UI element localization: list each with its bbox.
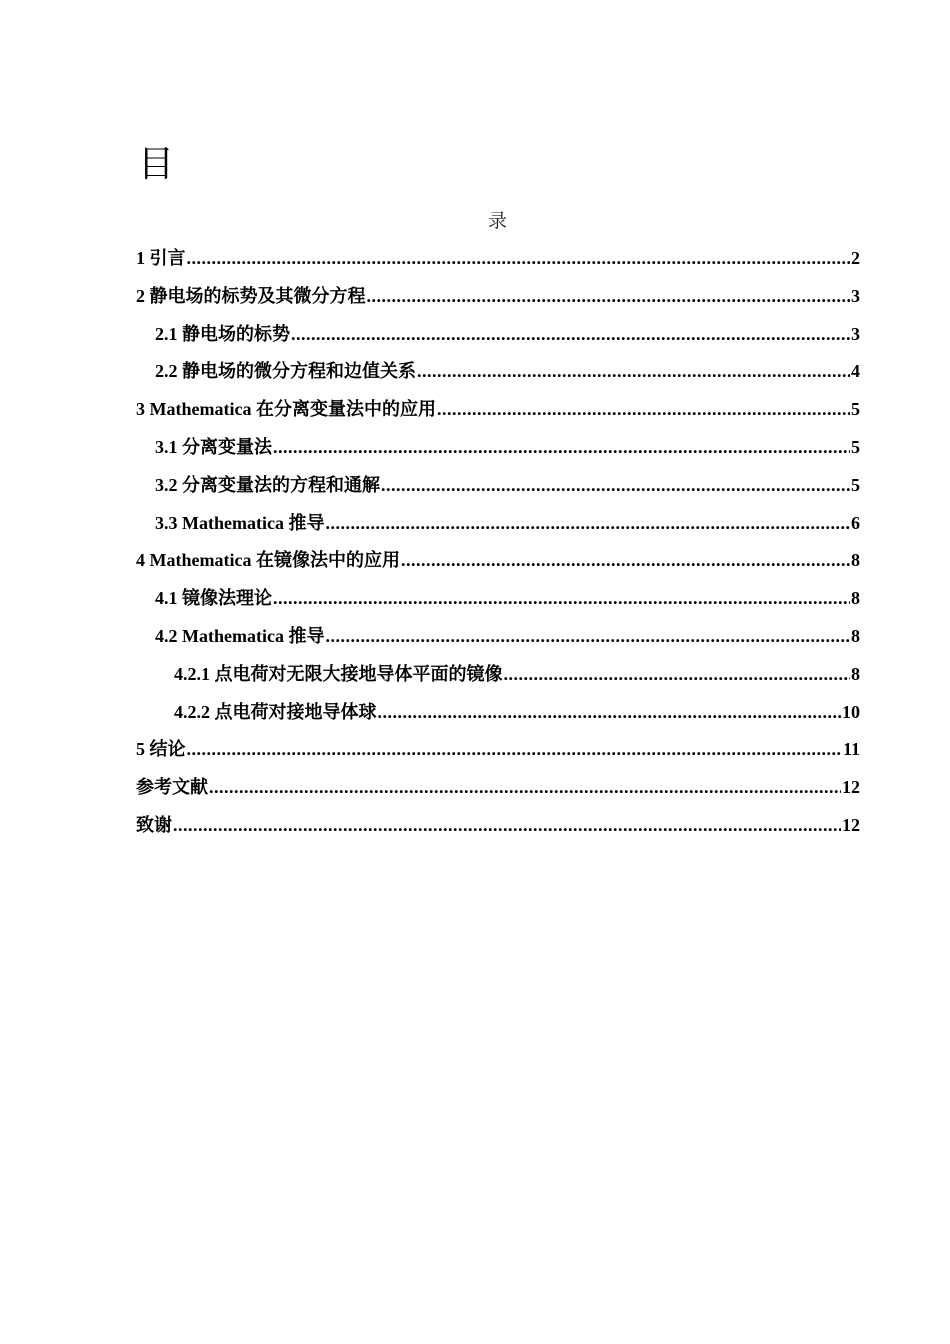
toc-entry-label: 3 Mathematica 在分离变量法中的应用 — [136, 399, 436, 420]
toc-entry-label: 2.2 静电场的微分方程和边值关系 — [155, 361, 416, 382]
toc-entry-page: 6 — [851, 512, 860, 533]
toc-entry[interactable] — [136, 769, 860, 807]
toc-entry[interactable] — [136, 429, 860, 467]
toc-entry[interactable] — [136, 542, 860, 580]
toc-entry-label: 2.1 静电场的标势 — [155, 323, 290, 344]
toc-entry-label: 致谢 — [136, 814, 172, 835]
toc-entry-label: 4.2 Mathematica 推导 — [155, 625, 325, 646]
table-of-contents — [136, 240, 860, 845]
toc-entry-leader — [325, 505, 850, 543]
toc-entry[interactable] — [136, 731, 860, 769]
toc-entry-label: 4.2.1 点电荷对无限大接地导体平面的镜像 — [174, 663, 503, 684]
toc-entry[interactable] — [136, 807, 860, 845]
toc-entry-page: 2 — [851, 248, 860, 268]
toc-entry[interactable] — [136, 353, 860, 391]
toc-entry[interactable] — [136, 467, 860, 505]
toc-entry[interactable] — [136, 694, 860, 732]
toc-entry[interactable] — [136, 240, 860, 278]
toc-entry-leader — [187, 731, 842, 769]
toc-entry-label: 4 Mathematica 在镜像法中的应用 — [136, 550, 400, 571]
toc-entry-page: 12 — [842, 777, 860, 798]
toc-entry-leader — [367, 278, 851, 316]
toc-entry-leader — [187, 240, 851, 278]
toc-entry-leader — [504, 656, 851, 694]
toc-entry[interactable] — [136, 580, 860, 618]
toc-entry-label: 5 结论 — [136, 739, 186, 760]
toc-entry-leader — [291, 316, 850, 354]
toc-entry-label: 1 引言 — [136, 248, 186, 268]
toc-entry[interactable] — [136, 278, 860, 316]
toc-entry[interactable] — [136, 618, 860, 656]
toc-entry-label: 3.2 分离变量法的方程和通解 — [155, 474, 380, 495]
toc-entry-label: 参考文献 — [136, 777, 208, 798]
toc-entry-label: 4.1 镜像法理论 — [155, 588, 272, 609]
toc-entry-leader — [417, 353, 850, 391]
toc-heading-char-1: 目 — [138, 144, 175, 184]
toc-entry-page: 8 — [851, 550, 860, 571]
toc-entry-label: 3.3 Mathematica 推导 — [155, 512, 325, 533]
toc-entry-leader — [325, 618, 850, 656]
toc-entry[interactable] — [136, 505, 860, 543]
toc-entry-page: 5 — [851, 399, 860, 420]
toc-entry-page: 3 — [851, 323, 860, 344]
toc-entry-label: 2 静电场的标势及其微分方程 — [136, 285, 366, 306]
toc-entry-leader — [173, 807, 841, 845]
toc-entry-page: 3 — [851, 285, 860, 306]
toc-entry-page: 8 — [851, 588, 860, 609]
toc-entry-leader — [381, 467, 850, 505]
toc-entry-leader — [209, 769, 841, 807]
toc-entry-page: 5 — [851, 474, 860, 495]
toc-entry[interactable] — [136, 316, 860, 354]
toc-entry-page: 4 — [851, 361, 860, 382]
toc-entry-page: 10 — [842, 701, 860, 722]
toc-entry-leader — [401, 542, 850, 580]
toc-entry[interactable] — [136, 656, 860, 694]
toc-heading-char-2: 录 — [488, 211, 508, 232]
toc-entry-page: 8 — [851, 663, 860, 684]
toc-entry-label: 4.2.2 点电荷对接地导体球 — [174, 701, 377, 722]
toc-entry-label: 3.1 分离变量法 — [155, 436, 272, 457]
toc-entry-page: 12 — [842, 814, 860, 835]
toc-entry[interactable] — [136, 391, 860, 429]
toc-entry-leader — [273, 580, 850, 618]
toc-entry-page: 5 — [851, 436, 860, 457]
toc-entry-page: 8 — [851, 625, 860, 646]
toc-entry-page: 11 — [842, 739, 860, 760]
toc-entry-leader — [378, 694, 842, 732]
toc-entry-leader — [437, 391, 850, 429]
toc-entry-leader — [273, 429, 850, 467]
